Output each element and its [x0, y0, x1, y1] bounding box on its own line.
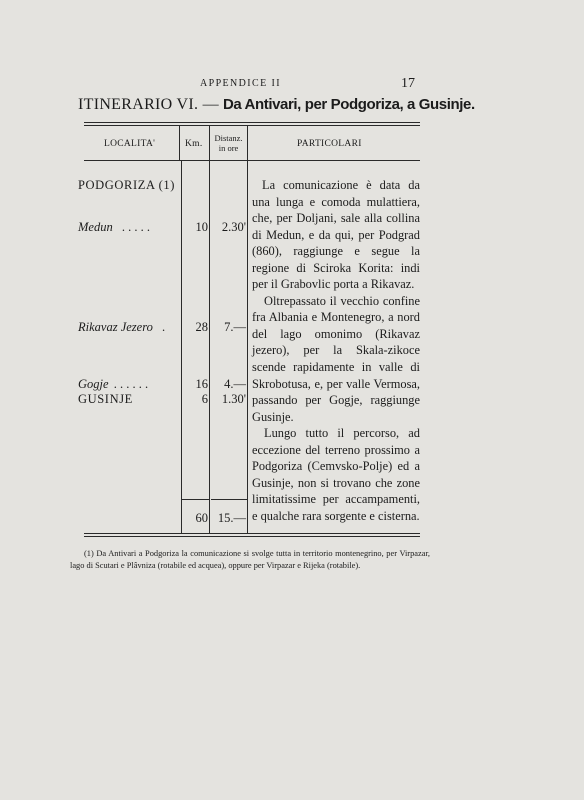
table-top-rule-2 [84, 125, 420, 126]
particolari-paragraph: La comunicazione è data da una lunga e comoda mulattiera, che, per Doljani, sale alla collina di Medun, e da qui, per Podgrad (860), raggiunge e segue la regione di Sciroka Korita: indi per il Grabovlic porta a Rikavaz. [252, 178, 420, 292]
km-value: 10 [195, 220, 208, 234]
page-number: 17 [401, 76, 415, 91]
header-distanze-line2: in ore [218, 143, 239, 153]
particolari-text [252, 177, 420, 524]
km-sum-line [182, 499, 209, 500]
itinerary-route: Da Antivari, per Podgoriza, a Gusinje. [222, 96, 475, 113]
itinerary-title [78, 96, 475, 114]
column-separator-ore [247, 126, 248, 533]
km-total: 60 [195, 511, 208, 525]
particolari-paragraph: Lungo tutto il percorso, ad eccezione del terreno prossimo a Podgoriza (Cemvsko-Polje) ed a Gusinje, non si trovano che zone limitatissime per accampamenti, e qualche rara sorgente e cisterna. [252, 426, 420, 523]
localita-name: GUSINJE [78, 392, 133, 406]
header-particolari: PARTICOLARI [297, 139, 362, 149]
row-gogje [78, 377, 148, 392]
footnote: (1) Da Antivari a Podgoriza la comunicazione si svolge tutta in territorio montenegrino, per Virpazar, lago di Scutari e Plâvniza (rotabile ed acquea), oppure per Virpazar e Rijeka (rotabile). [70, 549, 430, 570]
particolari-paragraph: Oltrepassato il vecchio confine fra Albania e Montenegro, a nord del lago omonimo (Rikavaz jezero), per la Skala-zikoce scende rapidamente in valle di Skrobotusa, e, per valle Vermosa, passando per Gogje, raggiunge Gusinje. [252, 293, 420, 424]
column-separator-localita [181, 160, 182, 533]
ore-sum-line [211, 499, 247, 500]
leader-dots: . . . . . . [113, 377, 149, 391]
itinerary-number: ITINERARIO VI. — [78, 96, 219, 113]
row-podgoriza [78, 178, 175, 193]
column-separator-km [209, 126, 210, 533]
header-km: Km. [185, 139, 203, 149]
ore-value: 2.30' [221, 220, 246, 234]
leader-dots: . [161, 320, 166, 334]
header-distanze [210, 133, 247, 153]
running-title: APPENDICE II [200, 78, 281, 89]
km-value: 6 [201, 392, 208, 406]
row-medun [78, 220, 150, 235]
row-rikavaz-jezero [78, 320, 165, 335]
ore-value: 4.— [224, 377, 246, 391]
table-bottom-rule [84, 533, 420, 534]
header-distanze-line1: Distanz. [214, 133, 243, 143]
header-bottom-rule [84, 160, 420, 161]
localita-name: Rikavaz Jezero [78, 320, 153, 334]
localita-name: Gogje [78, 377, 109, 391]
km-value: 16 [195, 377, 208, 391]
header-localita: LOCALITA' [104, 139, 156, 149]
ore-total: 15.— [217, 511, 246, 525]
leader-dots: . . . . . [121, 220, 150, 234]
km-value: 28 [195, 320, 208, 334]
localita-name: Medun [78, 220, 113, 234]
localita-name: PODGORIZA (1) [78, 178, 176, 192]
running-head [0, 78, 584, 94]
table-top-rule [84, 122, 420, 123]
header-separator-1 [179, 126, 180, 160]
row-gusinje [78, 392, 133, 407]
ore-value: 1.30' [221, 392, 246, 406]
ore-value: 7.— [224, 320, 246, 334]
table-bottom-rule-2 [84, 536, 420, 537]
